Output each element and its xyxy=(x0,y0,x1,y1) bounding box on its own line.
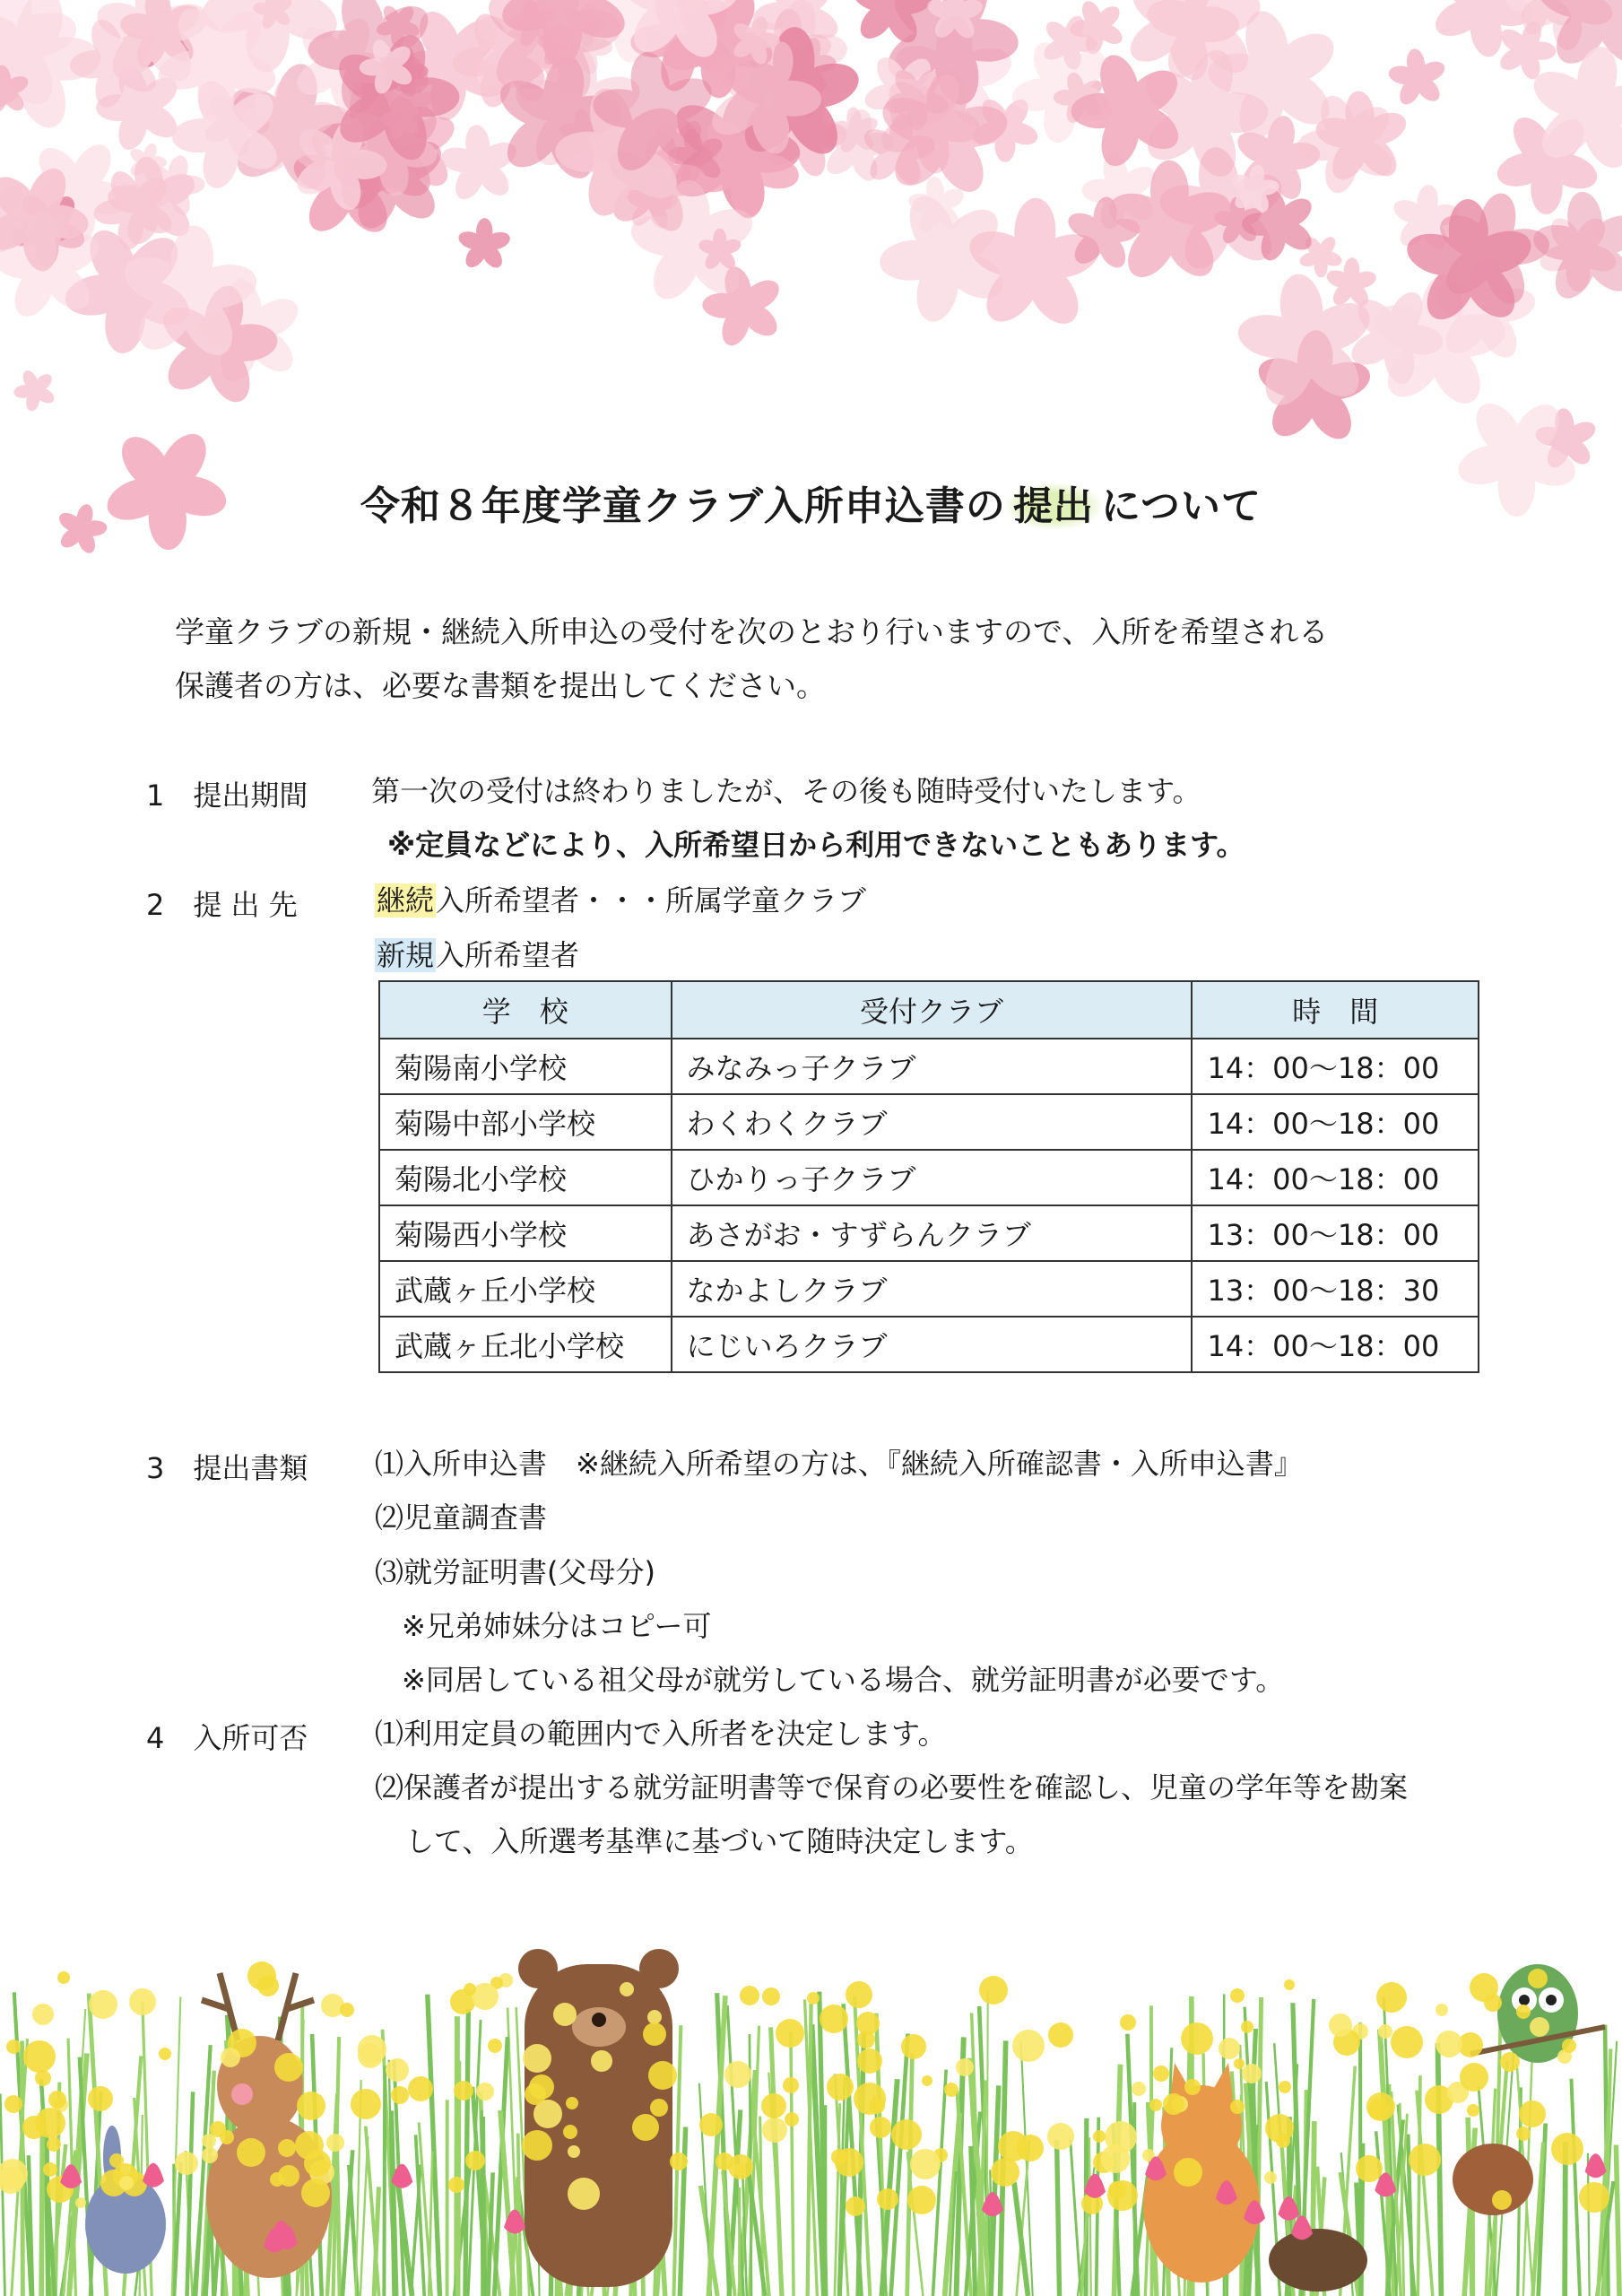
cell-school: 武蔵ヶ丘小学校 xyxy=(379,1261,672,1317)
club-table xyxy=(378,980,1479,1373)
table-row xyxy=(379,1094,1479,1150)
section4-label: 4 入所可否 xyxy=(146,1721,308,1755)
table-row xyxy=(379,1039,1479,1094)
cell-time: 13：00～18：00 xyxy=(1192,1205,1479,1261)
cell-time: 14：00～18：00 xyxy=(1192,1150,1479,1205)
table-row xyxy=(379,1261,1479,1317)
section2-continuing: 継続入所希望者・・・所属学童クラブ xyxy=(377,883,867,918)
intro-line: 保護者の方は、必要な書類を提出してください。 xyxy=(175,668,826,703)
section2-new: 新規入所希望者 xyxy=(377,938,580,972)
section1-note: ※定員などにより、入所希望日から利用できないこともあります。 xyxy=(387,828,1245,862)
section3-label: 3 提出書類 xyxy=(146,1451,308,1485)
section3-note: ※兄弟姉妹分はコピー可 xyxy=(402,1609,712,1643)
cell-time: 14：00～18：00 xyxy=(1192,1039,1479,1094)
section3-item: ⑶就労証明書(父母分) xyxy=(375,1555,655,1589)
cell-school: 菊陽西小学校 xyxy=(379,1205,672,1261)
header-school: 学 校 xyxy=(379,981,672,1039)
title-highlight: 提出 xyxy=(1006,483,1101,529)
section2-label: 2 提 出 先 xyxy=(146,888,298,922)
cell-school: 菊陽北小学校 xyxy=(379,1150,672,1205)
cell-time: 14：00～18：00 xyxy=(1192,1094,1479,1150)
section4-item: ⑵保護者が提出する就労証明書等で保育の必要性を確認し、児童の学年等を勘案 xyxy=(375,1770,1409,1805)
section3-note: ※同居している祖父母が就労している場合、就労証明書が必要です。 xyxy=(402,1663,1285,1697)
table-row xyxy=(379,1150,1479,1205)
section4-item: して、入所選考基準に基づいて随時決定します。 xyxy=(405,1824,1034,1858)
page-title: 令和８年度学童クラブ入所申込書の 提出 について xyxy=(360,483,1262,529)
cell-time: 13：00～18：30 xyxy=(1192,1261,1479,1317)
section3-item: ⑴入所申込書 ※継続入所希望の方は、『継続入所確認書・入所申込書』 xyxy=(375,1447,1303,1481)
intro-line: 学童クラブの新規・継続入所申込の受付を次のとおり行いますので、入所を希望される xyxy=(175,614,1329,649)
cell-club: なかよしクラブ xyxy=(672,1261,1193,1317)
cell-school: 菊陽中部小学校 xyxy=(379,1094,672,1150)
hedgehog-icon xyxy=(1269,2229,1367,2292)
cell-club: わくわくクラブ xyxy=(672,1094,1193,1150)
table-row xyxy=(379,1205,1479,1261)
cell-school: 菊陽南小学校 xyxy=(379,1039,672,1094)
table-row xyxy=(379,1317,1479,1372)
intro-paragraph xyxy=(175,605,1328,713)
cell-club: みなみっ子クラブ xyxy=(672,1039,1193,1094)
section1-text: 第一次の受付は終わりましたが、その後も随時受付いたします。 xyxy=(371,774,1201,808)
cell-club: にじいろクラブ xyxy=(672,1317,1193,1372)
section1-label: 1 提出期間 xyxy=(146,778,308,813)
table-header-row xyxy=(379,981,1479,1039)
cell-club: あさがお・すずらんクラブ xyxy=(672,1205,1193,1261)
cell-time: 14：00～18：00 xyxy=(1192,1317,1479,1372)
header-club: 受付クラブ xyxy=(672,981,1193,1039)
cell-club: ひかりっ子クラブ xyxy=(672,1150,1193,1205)
cell-school: 武蔵ヶ丘北小学校 xyxy=(379,1317,672,1372)
beaver-icon xyxy=(1453,2144,1533,2215)
meadow-animals-illustration xyxy=(0,1937,1622,2296)
section3-item: ⑵児童調査書 xyxy=(375,1500,548,1535)
header-time: 時 間 xyxy=(1192,981,1479,1039)
section4-item: ⑴利用定員の範囲内で入所者を決定します。 xyxy=(375,1717,947,1751)
